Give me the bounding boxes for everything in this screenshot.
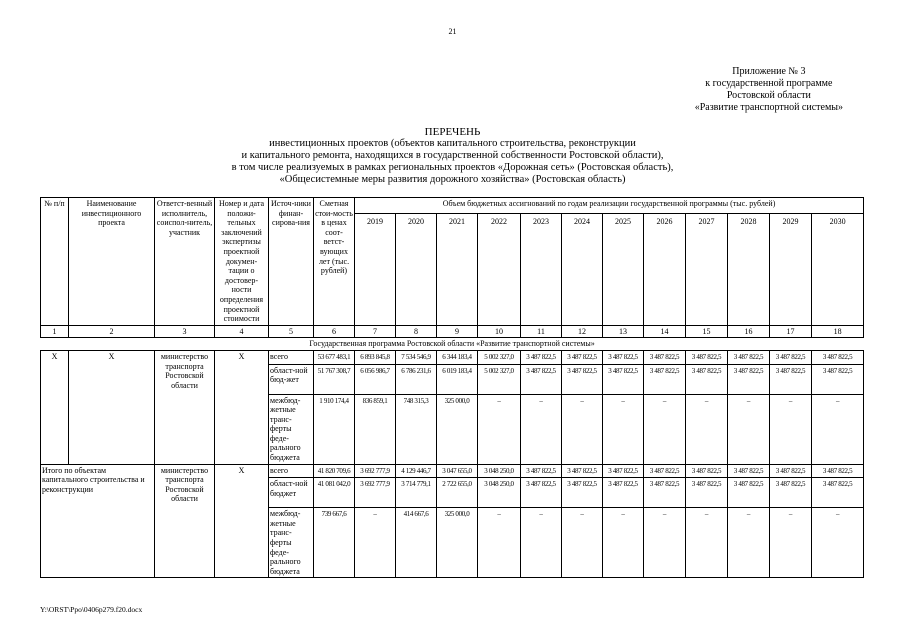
cell-value: 3 487 822,5 [644, 364, 686, 394]
column-index: 7 [355, 325, 396, 338]
cell-cost: 53 677 483,1 [314, 350, 355, 364]
column-index-row [41, 325, 864, 338]
cell-value: 3 487 822,5 [728, 464, 770, 478]
table-row [41, 350, 864, 364]
cell-value: 6 056 986,7 [355, 364, 396, 394]
cell-value: 3 487 822,5 [521, 478, 562, 508]
cell-executor: министерство транспорта Ростовской области [155, 464, 215, 578]
cell-value: 7 534 546,9 [396, 350, 437, 364]
cell-total-label: Итого по объектам капитального строительства и реконструкции [41, 464, 155, 578]
column-index: 3 [155, 325, 215, 338]
cell-value: – [728, 394, 770, 464]
cell-value: 3 487 822,5 [603, 364, 644, 394]
header-year: 2029 [770, 213, 812, 325]
cell-value: 6 786 231,6 [396, 364, 437, 394]
cell-value: 3 487 822,5 [770, 350, 812, 364]
cell-value: 3 487 822,5 [644, 464, 686, 478]
cell-value: 3 487 822,5 [728, 478, 770, 508]
cell-value: 3 048 250,0 [478, 464, 521, 478]
cell-value: 4 129 446,7 [396, 464, 437, 478]
appendix-line: «Развитие транспортной системы» [694, 102, 843, 113]
cell-value: – [478, 508, 521, 578]
header-year: 2020 [396, 213, 437, 325]
page-number: 21 [448, 27, 457, 36]
cell-value: 414 667,6 [396, 508, 437, 578]
cell-value: 3 692 777,9 [355, 464, 396, 478]
cell-value: – [770, 508, 812, 578]
cell-source: межбюд-жетные транс-ферты феде-рального бюджета [269, 508, 314, 578]
cell-value: 3 487 822,5 [812, 478, 864, 508]
header-year: 2030 [812, 213, 864, 325]
cell-value: 3 487 822,5 [603, 478, 644, 508]
cell-value: 3 692 777,9 [355, 478, 396, 508]
column-index: 8 [396, 325, 437, 338]
column-index: 16 [728, 325, 770, 338]
cell-value: 3 487 822,5 [562, 364, 603, 394]
cell-value: 3 487 822,5 [521, 464, 562, 478]
cell-value: 3 487 822,5 [686, 478, 728, 508]
header-executor: Ответст-венный исполнитель, соиспол-нитель, участник [155, 198, 215, 326]
cell-value: 3 487 822,5 [521, 364, 562, 394]
cell-value: 3 487 822,5 [812, 464, 864, 478]
cell-value: – [478, 394, 521, 464]
cell-value: 836 859,1 [355, 394, 396, 464]
column-index: 15 [686, 325, 728, 338]
cell-value: – [644, 394, 686, 464]
cell-value: 3 487 822,5 [562, 464, 603, 478]
header-funding-source: Источ-ники финан-сирова-ния [269, 198, 314, 326]
section-row [41, 338, 864, 351]
cell-value: – [562, 394, 603, 464]
title-line: инвестиционных проектов (объектов капитального строительства, реконструкции [269, 138, 636, 149]
cell-value: 3 487 822,5 [521, 350, 562, 364]
cell-value: – [812, 394, 864, 464]
cell-value: – [812, 508, 864, 578]
cell-project-name: Х [69, 350, 155, 464]
appendix-line: к государственной программе [705, 78, 833, 89]
appendix-line: Ростовской области [726, 90, 811, 101]
header-expertise: Номер и дата положи-тельных заключений экспертизы проектной докумен-тации о достовер-ности определения проектной стоимости [215, 198, 269, 326]
header-year: 2028 [728, 213, 770, 325]
column-index: 11 [521, 325, 562, 338]
header-year: 2026 [644, 213, 686, 325]
cell-expertise: Х [215, 464, 269, 578]
cell-value: 3 714 779,1 [396, 478, 437, 508]
table-row [41, 464, 864, 478]
cell-value: – [686, 508, 728, 578]
cell-cost: 41 820 709,6 [314, 464, 355, 478]
cell-value: 3 487 822,5 [770, 364, 812, 394]
cell-value: 3 047 655,0 [437, 464, 478, 478]
cell-value: 3 487 822,5 [603, 464, 644, 478]
file-path-footer: Y:\ORST\Ppo\0406p279.f20.docx [40, 605, 143, 614]
title-line: в том числе реализуемых в рамках региональных проектов «Дорожная сеть» (Ростовская область), [231, 162, 674, 173]
header-year: 2025 [603, 213, 644, 325]
column-index: 13 [603, 325, 644, 338]
cell-source: всего [269, 464, 314, 478]
column-index: 9 [437, 325, 478, 338]
cell-value: – [686, 394, 728, 464]
cell-value: – [728, 508, 770, 578]
header-no: № п/п [41, 198, 69, 326]
header-year: 2021 [437, 213, 478, 325]
cell-value: 5 002 327,0 [478, 364, 521, 394]
cell-value: – [603, 508, 644, 578]
cell-value: – [644, 508, 686, 578]
cell-value: 5 002 327,0 [478, 350, 521, 364]
column-index: 1 [41, 325, 69, 338]
cell-value: – [355, 508, 396, 578]
cell-executor: министерство транспорта Ростовской области [155, 350, 215, 464]
cell-value: 2 722 655,0 [437, 478, 478, 508]
header-estimated-cost: Сметная стои-мость в ценах соот-ветст-вующих лет (тыс. рублей) [314, 198, 355, 326]
header-year: 2022 [478, 213, 521, 325]
header-year: 2024 [562, 213, 603, 325]
cell-value: – [521, 394, 562, 464]
cell-value: 3 487 822,5 [770, 478, 812, 508]
cell-value: 3 487 822,5 [686, 464, 728, 478]
column-index: 18 [812, 325, 864, 338]
cell-value: 3 487 822,5 [603, 350, 644, 364]
cell-source: област-ной бюджет [269, 478, 314, 508]
header-year: 2023 [521, 213, 562, 325]
cell-value: 3 487 822,5 [686, 350, 728, 364]
cell-value: 3 487 822,5 [644, 350, 686, 364]
column-index: 6 [314, 325, 355, 338]
appendix-caption [695, 66, 843, 114]
appendix-line: Приложение № 3 [732, 66, 806, 77]
cell-cost: 51 767 308,7 [314, 364, 355, 394]
cell-value: – [521, 508, 562, 578]
cell-value: 3 487 822,5 [728, 364, 770, 394]
cell-cost: 739 667,6 [314, 508, 355, 578]
cell-source: област-ной бюд-жет [269, 364, 314, 394]
header-budget-volume: Объем бюджетных ассигнований по годам реализации государственной программы (тыс. рублей) [355, 198, 864, 214]
column-index: 4 [215, 325, 269, 338]
header-year: 2019 [355, 213, 396, 325]
section-title: Государственная программа Ростовской области «Развитие транспортной системы» [41, 338, 864, 351]
cell-source: межбюд-жетные транс-ферты феде-рального бюджета [269, 394, 314, 464]
cell-value: 3 487 822,5 [812, 364, 864, 394]
cell-cost: 1 910 174,4 [314, 394, 355, 464]
cell-value: – [603, 394, 644, 464]
document-title [0, 126, 905, 186]
header-project-name: Наименование инвестиционного проекта [69, 198, 155, 326]
cell-value: 3 487 822,5 [562, 350, 603, 364]
cell-value: 3 487 822,5 [770, 464, 812, 478]
cell-expertise: Х [215, 350, 269, 464]
cell-no: Х [41, 350, 69, 464]
title-line: «Общесистемные меры развития дорожного хозяйства» (Ростовская область) [279, 174, 626, 185]
cell-value: 3 487 822,5 [644, 478, 686, 508]
column-index: 12 [562, 325, 603, 338]
column-index: 5 [269, 325, 314, 338]
cell-value: 3 487 822,5 [562, 478, 603, 508]
cell-value: 3 048 250,0 [478, 478, 521, 508]
cell-value: 748 315,3 [396, 394, 437, 464]
header-row [41, 198, 864, 214]
cell-value: 6 344 183,4 [437, 350, 478, 364]
cell-cost: 41 081 042,0 [314, 478, 355, 508]
title-heading: ПЕРЕЧЕНЬ [424, 126, 481, 138]
header-year: 2027 [686, 213, 728, 325]
cell-value: – [562, 508, 603, 578]
cell-value: 325 000,0 [437, 394, 478, 464]
cell-value: 6 893 845,8 [355, 350, 396, 364]
column-index: 10 [478, 325, 521, 338]
investment-projects-table [40, 197, 864, 578]
cell-value: 3 487 822,5 [686, 364, 728, 394]
cell-value: 6 019 183,4 [437, 364, 478, 394]
cell-value: 3 487 822,5 [812, 350, 864, 364]
cell-value: – [770, 394, 812, 464]
cell-source: всего [269, 350, 314, 364]
column-index: 14 [644, 325, 686, 338]
title-line: и капитального ремонта, находящихся в государственной собственности Ростовской области), [241, 150, 664, 161]
cell-value: 3 487 822,5 [728, 350, 770, 364]
column-index: 2 [69, 325, 155, 338]
cell-value: 325 000,0 [437, 508, 478, 578]
column-index: 17 [770, 325, 812, 338]
